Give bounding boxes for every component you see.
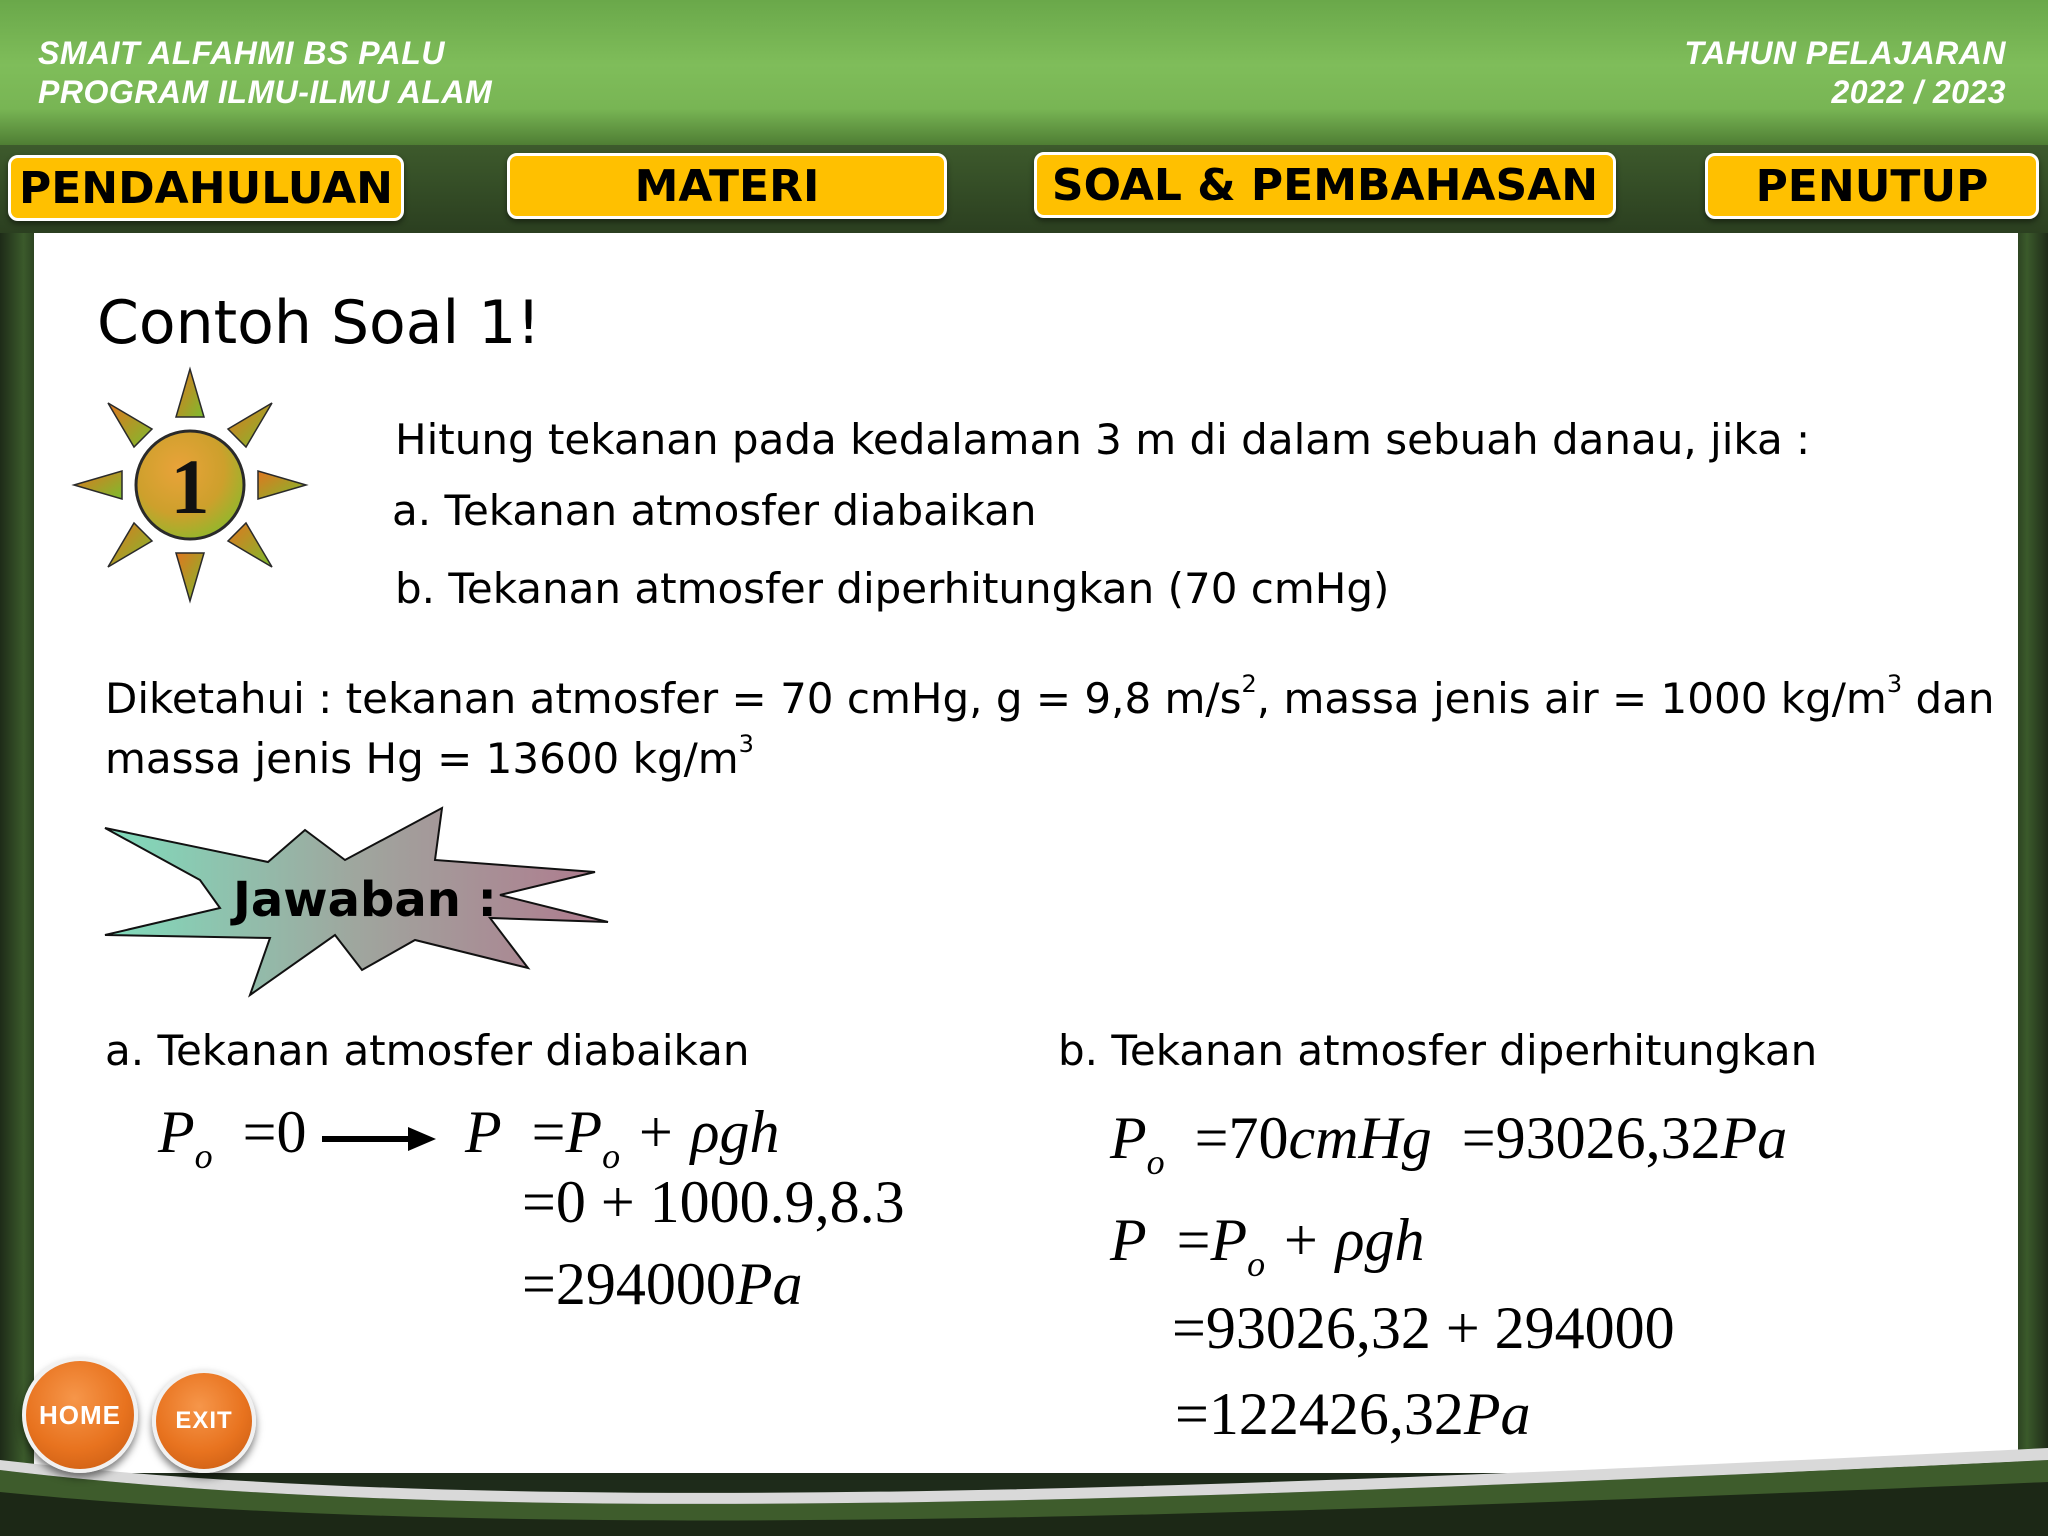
answer-label: Jawaban : [233,872,497,928]
school-name: SMAIT ALFAHMI BS PALU [38,35,445,71]
program-name: PROGRAM ILMU-ILMU ALAM [38,74,493,110]
frame-right [2018,233,2048,1536]
answer-b-step2: =93026,32 + 294000 [1172,1295,1675,1361]
exit-button[interactable]: EXIT [152,1369,256,1473]
answer-b-result: =122426,32 [1175,1381,1464,1447]
given-sup-3: 3 [738,730,754,758]
given-data-line2 [105,730,754,783]
given-text-2: , massa jenis air = 1000 kg/m [1256,674,1887,723]
answer-a-unit: Pa [735,1251,803,1317]
answer-a-step2: =0 + 1000.9,8.3 [522,1169,905,1235]
answer-b-p0: $P_o$ =70cmHg =93026,32Pa [1110,1105,1788,1182]
answer-a-p0-value: 0 [276,1099,307,1165]
answer-a-step3 [522,1250,803,1319]
answer-a-result: =294000 [522,1251,736,1317]
answer-b-p0-unit: cmHg [1288,1105,1432,1171]
badge-number: 1 [170,443,210,530]
answer-b-p0-converted: =93026,32 [1461,1105,1721,1171]
problem-statement: Hitung tekanan pada kedalaman 3 m di dalam sebuah danau, jika : [395,415,1811,464]
bottom-decoration [0,1420,2048,1536]
given-text-1: Diketahui : tekanan atmosfer = 70 cmHg, g = 9,8 m/s [105,674,1242,723]
given-sup-1: 2 [1241,670,1257,698]
nav-materi-button[interactable]: MATERI [507,153,947,219]
answer-a-step1-rhs: + ρgh [635,1099,780,1165]
nav-soal-pembahasan-button[interactable]: SOAL & PEMBAHASAN [1034,152,1616,218]
frame-left [0,233,34,1536]
year-value: 2022 / 2023 [1831,74,2006,110]
arrow-right-icon [322,1124,438,1154]
answer-b-p0-converted-unit: Pa [1720,1105,1788,1171]
given-data-line1 [105,670,1995,723]
given-text-3: dan [1902,674,1995,723]
given-text-4: massa jenis Hg = 13600 kg/m [105,734,739,783]
home-button[interactable]: HOME [22,1357,138,1473]
given-sup-2: 3 [1886,670,1903,698]
header-bar [0,0,2048,145]
nav-penutup-button[interactable]: PENUTUP [1705,153,2039,219]
answer-b-unit: Pa [1463,1381,1531,1447]
year-label: TAHUN PELAJARAN [1684,35,2006,71]
nav-pendahuluan-button[interactable]: PENDAHULUAN [8,155,404,221]
problem-option-b: b. Tekanan atmosfer diperhitungkan (70 cmHg) [395,564,1390,613]
answer-b-step1-rhs: + ρgh [1280,1207,1425,1273]
number-sun-icon [70,365,310,605]
answer-a-step1: $P =P_o + \rho gh$ [465,1099,780,1176]
problem-option-a: a. Tekanan atmosfer diabaikan [392,486,1037,535]
answer-a-heading: a. Tekanan atmosfer diabaikan [105,1026,750,1075]
answer-b-heading: b. Tekanan atmosfer diperhitungkan [1058,1026,1818,1075]
answer-b-step1: $P =P_o + \rho gh$ [1110,1207,1425,1284]
answer-b-p0-value: =70 [1194,1105,1289,1171]
slide-title: Contoh Soal 1! [97,288,541,358]
answer-a-p0: $P_o =0$ [158,1099,307,1176]
